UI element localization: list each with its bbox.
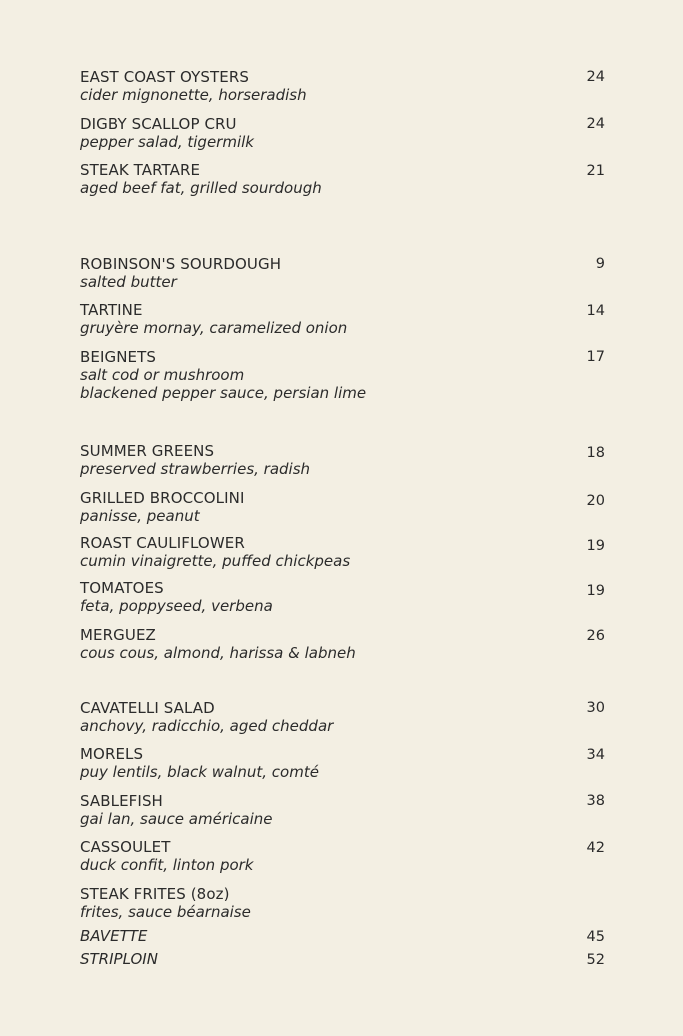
menu-item [80,442,605,478]
item-description: aged beef fat, grilled sourdough [80,179,322,197]
menu-item [80,885,605,921]
menu-item [80,489,605,525]
menu-item [80,534,605,570]
item-name: CAVATELLI SALAD [80,699,215,717]
item-name: GRILLED BROCCOLINI [80,489,245,507]
item-description: panisse, peanut [80,507,200,525]
item-name: CASSOULET [80,838,171,856]
item-name: EAST COAST OYSTERS [80,68,249,86]
item-price: 38 [586,793,605,809]
item-name: ROBINSON'S SOURDOUGH [80,255,282,273]
menu-item [80,699,605,735]
sub-item-price: 45 [586,929,605,945]
item-name: ROAST CAULIFLOWER [80,534,245,552]
item-price: 42 [586,840,605,856]
item-name: TOMATOES [80,579,164,597]
sub-item-name: STRIPLOIN [80,950,158,968]
item-price: 26 [586,628,605,644]
menu-item [80,579,605,615]
item-description: blackened pepper sauce, persian lime [80,384,367,402]
menu-item [80,255,605,291]
item-description: cumin vinaigrette, puffed chickpeas [80,552,351,570]
item-price: 19 [586,538,605,554]
item-price: 34 [586,747,605,763]
item-description: cous cous, almond, harissa & labneh [80,644,356,662]
item-description: salted butter [80,273,177,291]
item-price: 20 [586,493,605,509]
menu-item [80,115,605,151]
item-price: 14 [586,303,605,319]
item-description: gai lan, sauce américaine [80,810,273,828]
item-description: anchovy, radicchio, aged cheddar [80,717,334,735]
menu-item [80,792,605,828]
item-description: puy lentils, black walnut, comté [80,763,319,781]
item-price: 21 [586,163,605,179]
menu-item [80,161,605,197]
menu-item [80,301,605,337]
item-description: feta, poppyseed, verbena [80,597,273,615]
item-description: salt cod or mushroom [80,366,245,384]
menu-item [80,626,605,662]
menu-item [80,745,605,781]
item-price: 19 [586,583,605,599]
item-price: 30 [586,700,605,716]
menu-item [80,348,605,402]
item-price: 17 [586,349,605,365]
sub-item-name: BAVETTE [80,927,148,945]
item-name: MERGUEZ [80,626,156,644]
menu-sub-item [80,950,605,968]
item-name: STEAK TARTARE [80,161,201,179]
menu-item [80,68,605,104]
item-description: cider mignonette, horseradish [80,86,307,104]
item-name: SUMMER GREENS [80,442,215,460]
item-name: STEAK FRITES (8oz) [80,885,230,903]
item-description: frites, sauce béarnaise [80,903,251,921]
item-name: BEIGNETS [80,348,156,366]
item-name: SABLEFISH [80,792,163,810]
item-price: 9 [595,256,605,272]
item-price: 18 [586,445,605,461]
item-description: preserved strawberries, radish [80,460,311,478]
item-name: TARTINE [80,301,143,319]
item-price: 24 [586,116,605,132]
item-description: pepper salad, tigermilk [80,133,254,151]
item-description: duck confit, linton pork [80,856,254,874]
sub-item-price: 52 [586,952,605,968]
item-price: 24 [586,69,605,85]
item-name: MORELS [80,745,144,763]
item-name: DIGBY SCALLOP CRU [80,115,237,133]
menu-item [80,838,605,874]
menu-sub-item [80,927,605,945]
item-description: gruyère mornay, caramelized onion [80,319,348,337]
